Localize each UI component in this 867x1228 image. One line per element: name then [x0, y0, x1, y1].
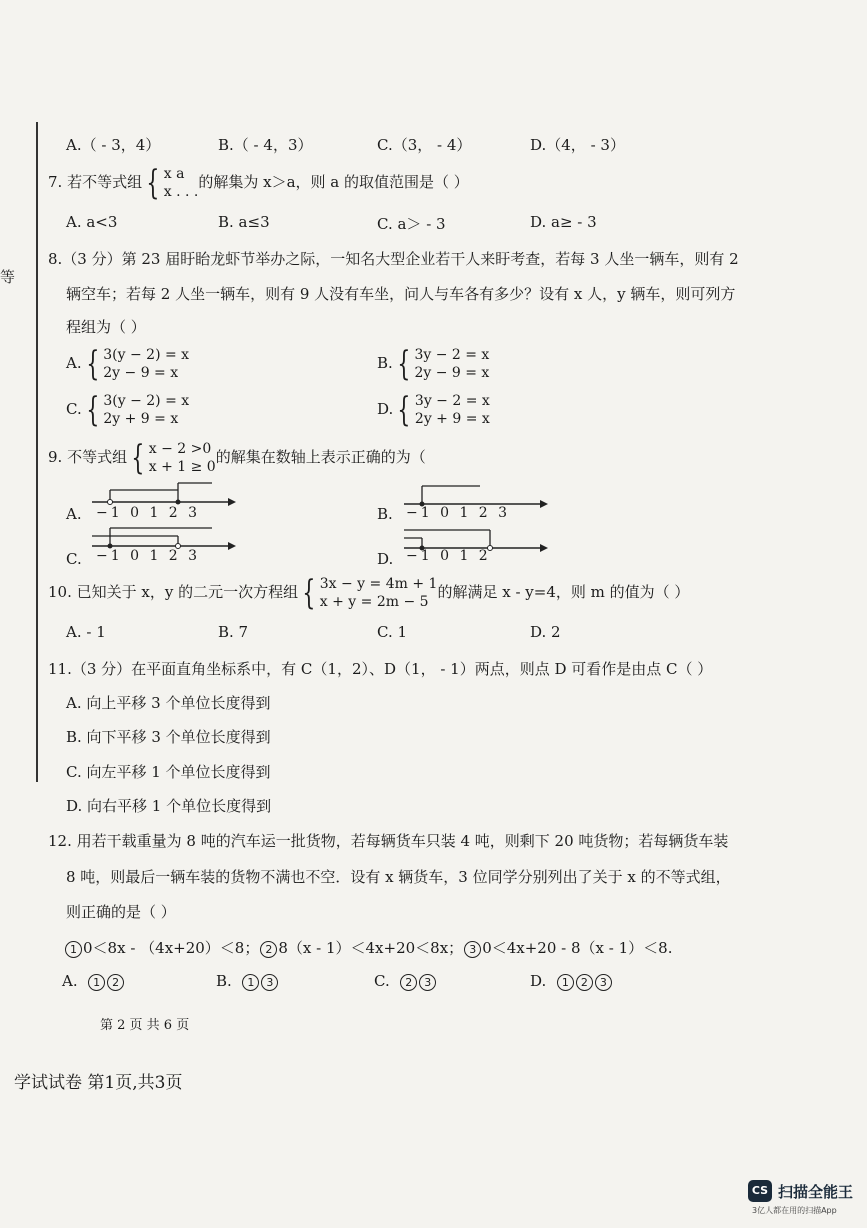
q12-inequalities: [64, 937, 672, 958]
q7-option-c: C. a＞ - 3: [377, 215, 446, 233]
q8-c-eq1: 3(y − 2) = x: [103, 393, 190, 409]
q9-b-label: B.: [377, 505, 393, 523]
camscanner-logo-icon: CS: [748, 1180, 772, 1202]
q10-option-c: C. 1: [377, 623, 408, 641]
q8-line3: 程组为（ ）: [66, 318, 146, 336]
q8-option-b: B. { 3y − 2 = x 2y − 9 = x: [377, 344, 490, 384]
q8-line1: 8.（3 分）第 23 届盱眙龙虾节举办之际，一知名大型企业若干人来盱考查，若每 3 人坐一辆车，则有 2: [48, 250, 739, 268]
q10-stem-pre: 10. 已知关于 x，y 的二元一次方程组: [48, 583, 299, 601]
q7-option-b: B. a≤3: [218, 213, 270, 231]
q6-option-d: D.（4， - 3）: [530, 136, 625, 154]
q8-a-label: A.: [66, 354, 82, 372]
q11-option-c: C. 向左平移 1 个单位长度得到: [66, 763, 271, 781]
q7-sys-line1: x a: [163, 166, 185, 182]
q9-a-ticks: −1 0 1 2 3: [96, 505, 201, 521]
q8-b-eq1: 3y − 2 = x: [414, 347, 490, 363]
q9-sys-line1: x − 2 >0: [148, 441, 212, 457]
q12-option-d: D. 1 2 3: [530, 972, 613, 991]
inner-page-footer: 第 2 页 共 6 页: [100, 1018, 190, 1033]
q8-d-eq2: 2y + 9 = x: [414, 411, 490, 427]
q7-sys-line2: x . . .: [163, 184, 199, 200]
q9-stem: 9. 不等式组 { x − 2 >0 x + 1 ≥ 0 的解集在数轴上表示正确的为（: [48, 438, 426, 478]
q7-option-a: A. a<3: [66, 213, 118, 231]
q10-stem-post: 的解满足 x - y=4，则 m 的值为（ ）: [437, 583, 690, 601]
q12-option-a: A. 1 2: [62, 972, 125, 991]
q8-a-eq2: 2y − 9 = x: [103, 365, 179, 381]
q12-circled-1: 1: [65, 941, 82, 958]
q6-option-c: C.（3， - 4）: [377, 136, 472, 154]
q11-option-b: B. 向下平移 3 个单位长度得到: [66, 728, 271, 746]
q9-stem-post: 的解集在数轴上表示正确的为（: [215, 448, 426, 466]
q8-option-a: A. { 3(y − 2) = x 2y − 9 = x: [66, 344, 190, 384]
q9-c-ticks: −1 0 1 2 3: [96, 548, 201, 564]
q10-option-b: B. 7: [218, 623, 249, 641]
q8-d-eq1: 3y − 2 = x: [414, 393, 490, 409]
q9-d-label: D.: [377, 550, 394, 568]
q7-system: [164, 165, 199, 201]
q7-stem: [48, 165, 469, 201]
q9-sys-line2: x + 1 ≥ 0: [148, 459, 216, 475]
q12-circled-3: 3: [464, 941, 481, 958]
q12-line3: 则正确的是（ ）: [66, 903, 176, 921]
q10-sys-line2: x + y = 2m − 5: [319, 594, 429, 610]
q12-line1: 12. 用若干载重量为 8 吨的汽车运一批货物，若每辆货车只装 4 吨，则剩下 20 吨货物；若每辆货车装: [48, 832, 729, 850]
q8-c-label: C.: [66, 400, 82, 418]
q12-option-c: C. 2 3: [374, 972, 437, 991]
q12-option-b: B. 1 3: [216, 972, 279, 991]
q8-option-d: D. { 3y − 2 = x 2y + 9 = x: [377, 390, 490, 430]
q9-d-ticks: −1 0 1 2: [406, 548, 491, 564]
q10-stem: 10. 已知关于 x，y 的二元一次方程组 { 3x − y = 4m + 1 x + y = 2m − 5 的解满足 x - y=4，则 m 的值为（ ）: [48, 573, 690, 613]
q9-a-label: A.: [66, 505, 82, 523]
q8-d-label: D.: [377, 400, 394, 418]
q12-ineq-1: 0＜8x - （4x+20）＜8；: [83, 939, 260, 957]
q10-option-d: D. 2: [530, 623, 561, 641]
q7-brace: {: [146, 163, 160, 203]
q11-stem: 11.（3 分）在平面直角坐标系中，有 C（1，2）、D（1， - 1）两点，则点 D 可看作是由点 C（ ）: [48, 660, 713, 678]
q8-c-eq2: 2y + 9 = x: [103, 411, 179, 427]
q6-option-b: B.（ - 4，3）: [218, 136, 313, 154]
q11-option-a: A. 向上平移 3 个单位长度得到: [66, 694, 271, 712]
margin-line: [36, 122, 38, 782]
camscanner-title: 扫描全能王: [778, 1183, 854, 1201]
q8-option-c: C. { 3(y − 2) = x 2y + 9 = x: [66, 390, 190, 430]
outer-page-footer: 学试试卷 第1页,共3页: [14, 1073, 183, 1093]
q6-option-a: A.（ - 3，4）: [66, 136, 161, 154]
q8-b-label: B.: [377, 354, 393, 372]
q8-line2: 辆空车；若每 2 人坐一辆车，则有 9 人没有车坐，问人与车各有多少？设有 x 人，y 辆车，则可列方: [66, 285, 736, 303]
q9-stem-pre: 9. 不等式组: [48, 448, 128, 466]
q9-b-ticks: −1 0 1 2 3: [406, 505, 511, 521]
q12-ineq-3: 0＜4x+20 - 8（x - 1）＜8.: [482, 939, 673, 957]
q7-option-d: D. a≥ - 3: [530, 213, 597, 231]
q10-sys-line1: 3x − y = 4m + 1: [319, 576, 438, 592]
q7-stem-pre: 7. 若不等式组: [48, 173, 143, 191]
left-margin-text: 等: [0, 268, 16, 286]
q8-a-eq1: 3(y − 2) = x: [103, 347, 190, 363]
q9-c-label: C.: [66, 550, 82, 568]
camscanner-subtitle: 3亿人都在用的扫描App: [752, 1206, 837, 1215]
q10-option-a: A. - 1: [66, 623, 106, 641]
q12-circled-2: 2: [260, 941, 277, 958]
q12-line2: 8 吨，则最后一辆车装的货物不满也不空．设有 x 辆货车，3 位同学分别列出了关于 x 的不等式组，: [66, 868, 731, 886]
q12-ineq-2: 8（x - 1）＜4x+20＜8x；: [278, 939, 464, 957]
q8-b-eq2: 2y − 9 = x: [414, 365, 490, 381]
q7-stem-post: 的解集为 x＞a，则 a 的取值范围是（ ）: [198, 173, 469, 191]
q11-option-d: D. 向右平移 1 个单位长度得到: [66, 797, 272, 815]
